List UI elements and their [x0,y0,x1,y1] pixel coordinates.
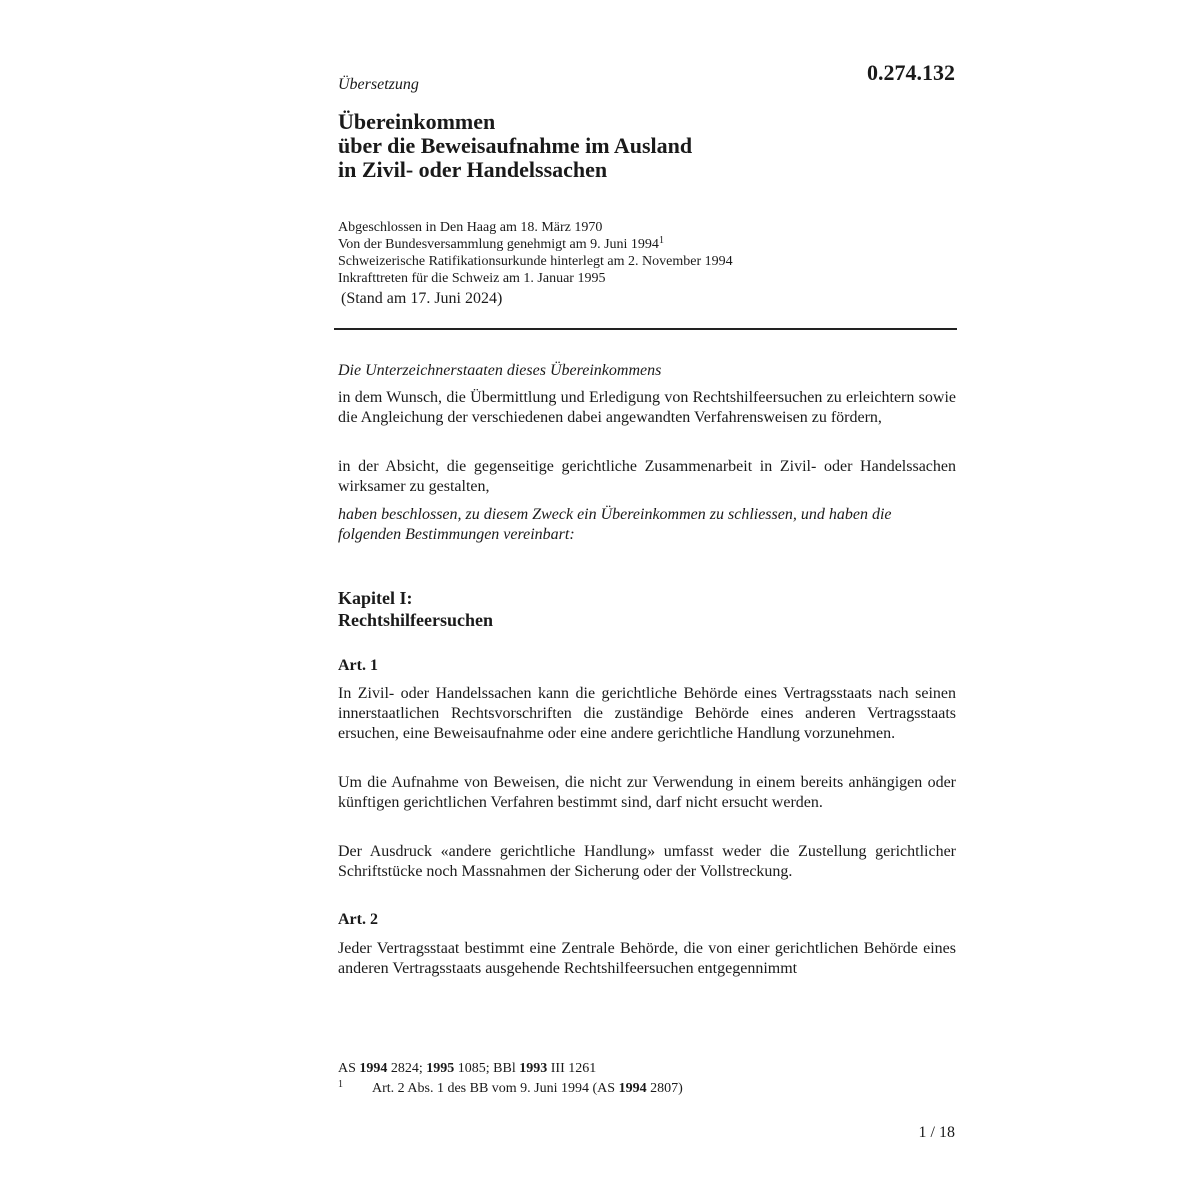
ref-text: AS [338,1061,360,1076]
article-paragraph: In Zivil- oder Handelssachen kann die gerichtliche Behörde eines Vertragsstaats nach seinen innerstaatlichen Rechtsvorschriften die zuständige Behörde eines anderen Vertragsstaats ersuchen, eine Beweisaufnahme oder eine andere gerichtliche Handlung vorzunehmen. [338,685,956,742]
ref-text: III 1261 [547,1061,597,1076]
preamble-intro: Die Unterzeichnerstaaten dieses Übereinkommens [338,362,662,379]
meta-ratification: Schweizerische Ratifikationsurkunde hinterlegt am 2. November 1994 [338,254,733,269]
article-paragraph: Jeder Vertragsstaat bestimmt eine Zentrale Behörde, die von einer gerichtlichen Behörde eines anderen Vertragsstaats ausgehende Rechtshilfeersuchen entgegennimmt [338,940,956,977]
ref-text: 1085; BBl [454,1061,520,1076]
title-line: über die Beweisaufnahme im Ausland [338,133,693,158]
status-date: (Stand am 17. Juni 2024) [341,290,503,307]
chapter-title: Rechtshilfeersuchen [338,610,493,630]
article-paragraph: Der Ausdruck «andere gerichtliche Handlung» umfasst weder die Zustellung gerichtlicher Schriftstücke noch Massnahmen der Sicherung oder der Vollstreckung. [338,843,956,880]
ref-year: 1995 [426,1061,455,1076]
footnotes [338,1059,958,1099]
meta-in-force: Inkrafttreten für die Schweiz am 1. Januar 1995 [338,271,606,286]
article-paragraph: Um die Aufnahme von Beweisen, die nicht zur Verwendung in einem bereits anhängigen oder künftigen gerichtlichen Verfahren bestimmt sind, darf nicht ersucht werden. [338,774,956,811]
preamble-paragraph: in der Absicht, die gegenseitige gerichtliche Zusammenarbeit in Zivil- oder Handelssachen wirksamer zu gestalten, [338,458,956,495]
title-line: Übereinkommen [338,109,496,134]
ref-year: 1993 [519,1061,548,1076]
ref-text: 2824; [387,1061,427,1076]
translation-label: Übersetzung [338,76,419,93]
page-number: 1 / 18 [918,1124,955,1141]
article-heading: Art. 2 [338,911,378,928]
preamble-resolution: haben beschlossen, zu diesem Zweck ein Übereinkommen zu schliessen, und haben die folgenden Bestimmungen vereinbart: [338,506,892,543]
ref-year: 1994 [618,1081,647,1096]
header-divider [334,328,957,330]
meta-approved-line [338,236,958,253]
footnote-text: Art. 2 Abs. 1 des BB vom 9. Juni 1994 (AS [372,1081,619,1096]
meta-concluded: Abgeschlossen in Den Haag am 18. März 1970 [338,220,603,235]
document-number: 0.274.132 [867,60,955,85]
footnote-1: 1 Art. 2 Abs. 1 des BB vom 9. Juni 1994 (AS 1994 2807) [338,1079,683,1096]
footnote-reference[interactable]: 1 [658,235,664,246]
preamble-paragraph: in dem Wunsch, die Übermittlung und Erledigung von Rechtshilfeersuchen zu erleichtern sowie die Angleichung der verschiedenen dabei angewandten Verfahrensweisen zu fördern, [338,389,956,426]
meta-approved: Von der Bundesversammlung genehmigt am 9. Juni 1994 [338,237,659,252]
chapter-number: Kapitel I: [338,588,413,608]
document-metadata [338,219,958,287]
footnote-text: 2807) [646,1081,683,1096]
article-heading: Art. 1 [338,657,378,674]
ref-year: 1994 [359,1061,388,1076]
document-title [338,110,958,182]
title-line: in Zivil- oder Handelssachen [338,157,608,182]
official-reference [338,1059,958,1079]
chapter-heading [338,587,938,631]
